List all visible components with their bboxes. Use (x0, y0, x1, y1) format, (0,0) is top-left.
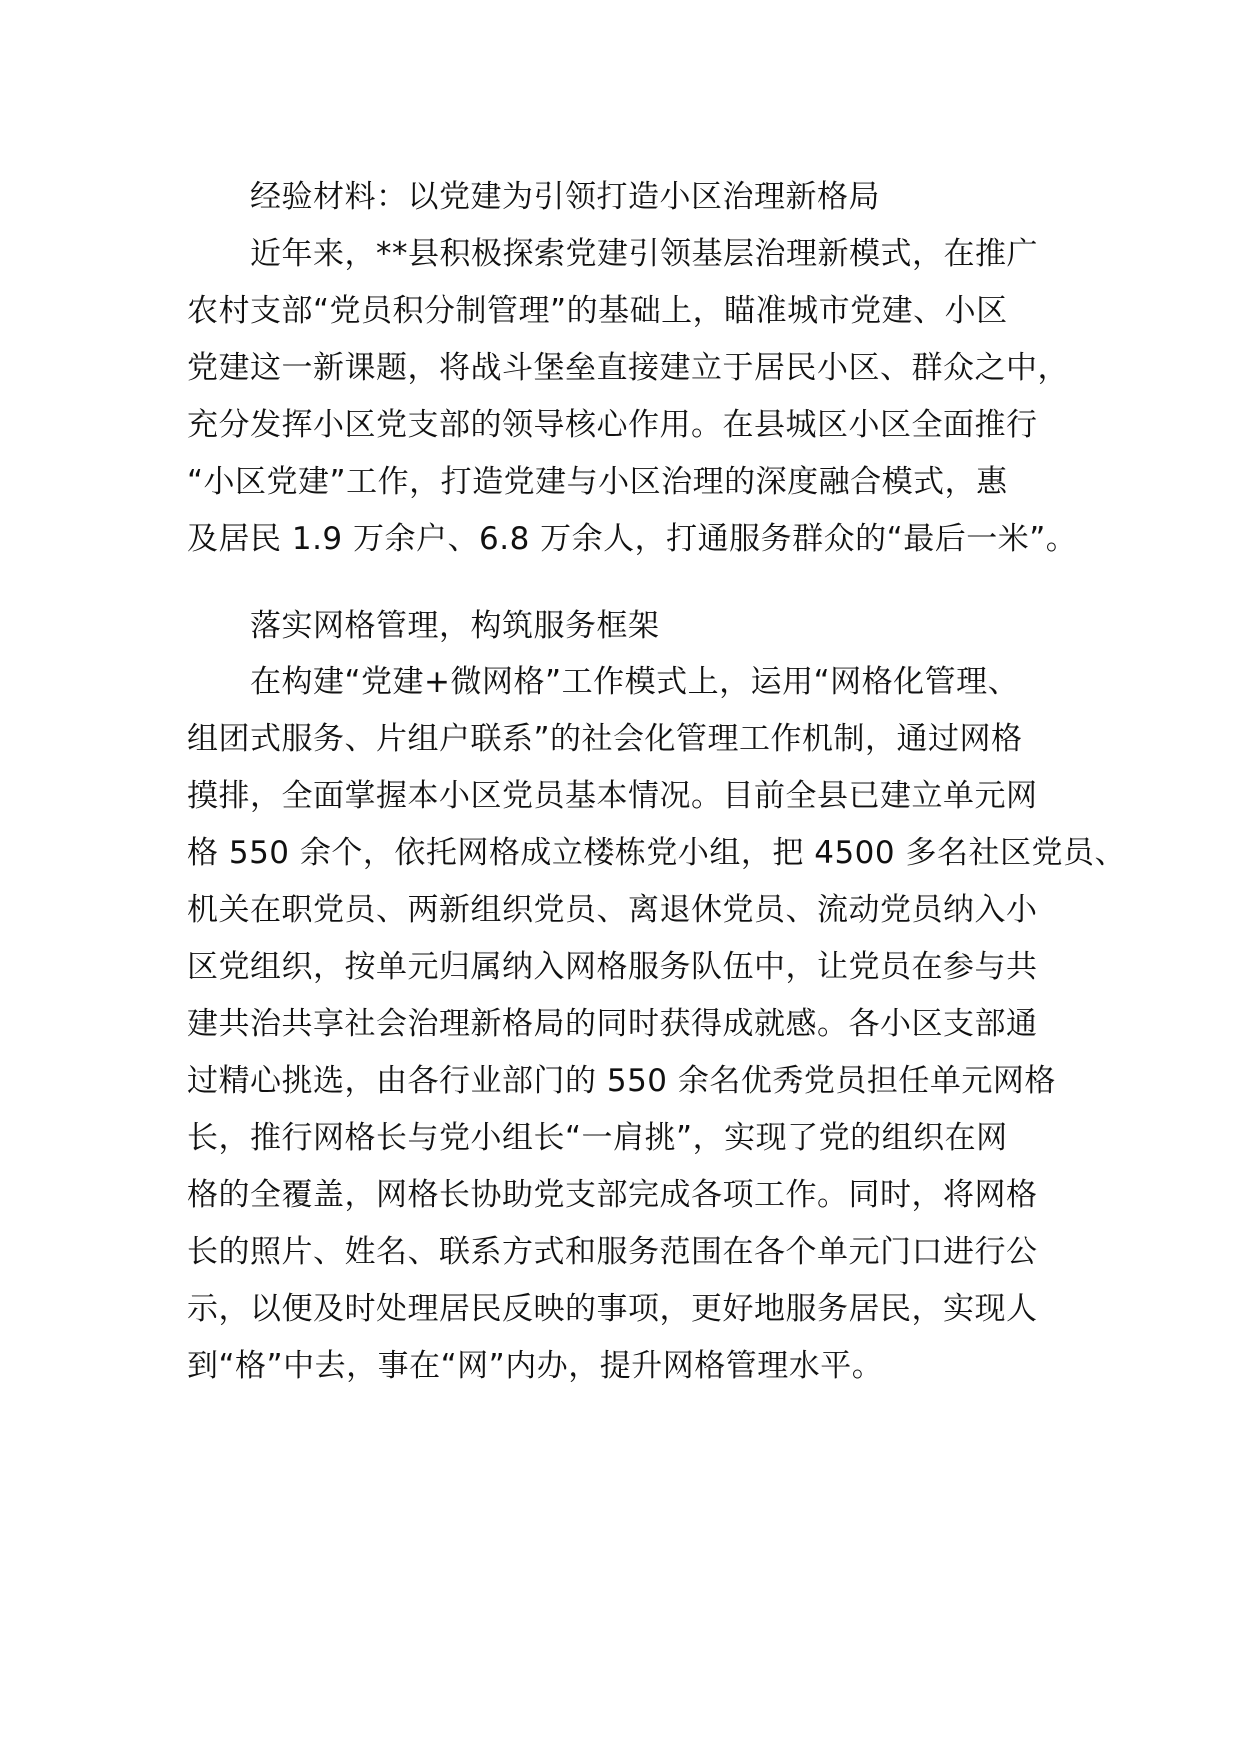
intro-line-5: “小区党建”工作，打造党建与小区治理的深度融合模式，惠 (187, 464, 1008, 500)
section-line-12: 示，以便及时处理居民反映的事项，更好地服务居民，实现人 (187, 1291, 1038, 1327)
intro-line-2: 农村支部“党员积分制管理”的基础上，瞄准城市党建、小区 (187, 293, 1008, 329)
section-line-7: 建共治共享社会治理新格局的同时获得成就感。各小区支部通 (187, 1006, 1038, 1042)
intro-line-3: 党建这一新课题，将战斗堡垒直接建立于居民小区、群众之中， (187, 350, 1069, 386)
section-line-3: 摸排，全面掌握本小区党员基本情况。目前全县已建立单元网 (187, 778, 1038, 814)
intro-line-1: 近年来，**县积极探索党建引领基层治理新模式，在推广 (250, 236, 1038, 272)
section-line-2: 组团式服务、片组户联系”的社会化管理工作机制，通过网格 (187, 721, 1023, 757)
section-line-6: 区党组织，按单元归属纳入网格服务队伍中，让党员在参与共 (187, 949, 1038, 985)
section-line-1: 在构建“党建+微网格”工作模式上，运用“网格化管理、 (250, 664, 1020, 700)
section-line-5: 机关在职党员、两新组织党员、离退休党员、流动党员纳入小 (187, 892, 1038, 928)
section-heading: 落实网格管理，构筑服务框架 (250, 608, 660, 644)
intro-line-4: 充分发挥小区党支部的领导核心作用。在县城区小区全面推行 (187, 407, 1038, 443)
section-line-9: 长，推行网格长与党小组长“一肩挑”，实现了党的组织在网 (187, 1120, 1008, 1156)
section-line-8: 过精心挑选，由各行业部门的 550 余名优秀党员担任单元网格 (187, 1063, 1056, 1099)
section-line-10: 格的全覆盖，网格长协助党支部完成各项工作。同时，将网格 (187, 1177, 1038, 1213)
section-line-11: 长的照片、姓名、联系方式和服务范围在各个单元门口进行公 (187, 1234, 1038, 1270)
section-line-13: 到“格”中去，事在“网”内办，提升网格管理水平。 (187, 1348, 884, 1384)
intro-line-6: 及居民 1.9 万余户、6.8 万余人，打通服务群众的“最后一米”。 (187, 521, 1078, 557)
document-title: 经验材料：以党建为引领打造小区治理新格局 (250, 179, 880, 215)
section-line-4: 格 550 余个，依托网格成立楼栋党小组，把 4500 多名社区党员、 (187, 835, 1126, 871)
